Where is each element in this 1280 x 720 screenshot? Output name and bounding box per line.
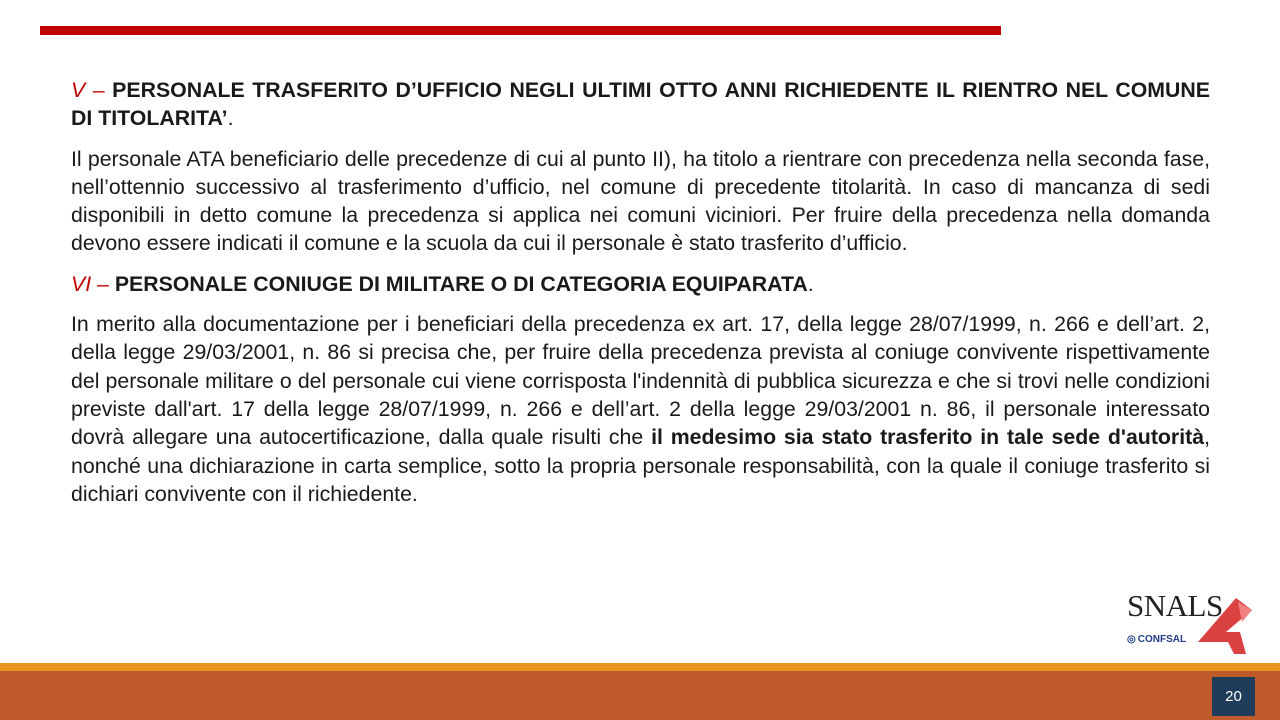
section-6-body-part1: In merito alla documentazione per i beneficiari della precedenza ex art. 17, della legge 28/07/1999, n. 266 e dell’art. 2, della legge 29/03/2001, n. 86 si precisa che, per fruire della precedenza prevista al coniuge convivente rispettivamente del personale militare o del personale cui viene corrisposta l'indennità di pubblica sicurezza e che si trovi nelle condizioni previste dall'art. 17 della legge 28/07/1999, n. 266 e dell’art. 2 della legge 29/03/2001 n. 86, il personale interessato dovrà allegare una autocertificazione, dalla quale risulti che [71,312,1210,450]
logo-sub [1127,634,1186,645]
section-6-body-part2: , nonché una dichiarazione in carta semplice, sotto la propria personale responsabilità, con la quale il coniuge trasferito si dichiari convivente con il richiedente. [71,425,1210,506]
logo-sub-text: CONFSAL [1137,634,1187,645]
section-5-number: V – [71,78,105,102]
section-6-title: PERSONALE CONIUGE DI MILITARE O DI CATEGORIA EQUIPARATA [114,271,808,296]
section-6-title-end: . [807,271,814,296]
section-6-body-bold: il medesimo sia stato trasferito in tale sede d'autorità [651,425,1205,450]
swirl-icon: ◎ [1127,634,1136,645]
page-number: 20 [1212,677,1255,716]
section-6-body [71,310,1210,508]
logo-mark-icon [1196,592,1256,654]
section-5-title-end: . [227,106,234,131]
snals-logo [1120,588,1256,658]
footer-orange-band [0,663,1280,671]
section-5-title: PERSONALE TRASFERITO D’UFFICIO NEGLI ULTIMI OTTO ANNI RICHIEDENTE IL RIENTRO NEL COMUNE DI TITOLARITA’ [71,78,1210,131]
top-accent-bar [40,26,1001,35]
logo-name: SNALS [1127,588,1223,623]
section-6-number: VI – [71,271,109,296]
footer-rust-band [0,671,1280,720]
section-6-heading [71,270,1210,298]
slide-content [71,76,1210,508]
section-5-body: Il personale ATA beneficiario delle precedenze di cui al punto II), ha titolo a rientrare con precedenza nella seconda fase, nell’ottennio successivo al trasferimento d’ufficio, nel comune di precedente titolarità. In caso di mancanza di sedi disponibili in detto comune la precedenza si applica nei comuni viciniori. Per fruire della precedenza nella domanda devono essere indicati il comune e la scuola da cui il personale è stato trasferito d’ufficio. [71,146,1210,256]
section-5-heading [71,76,1210,133]
